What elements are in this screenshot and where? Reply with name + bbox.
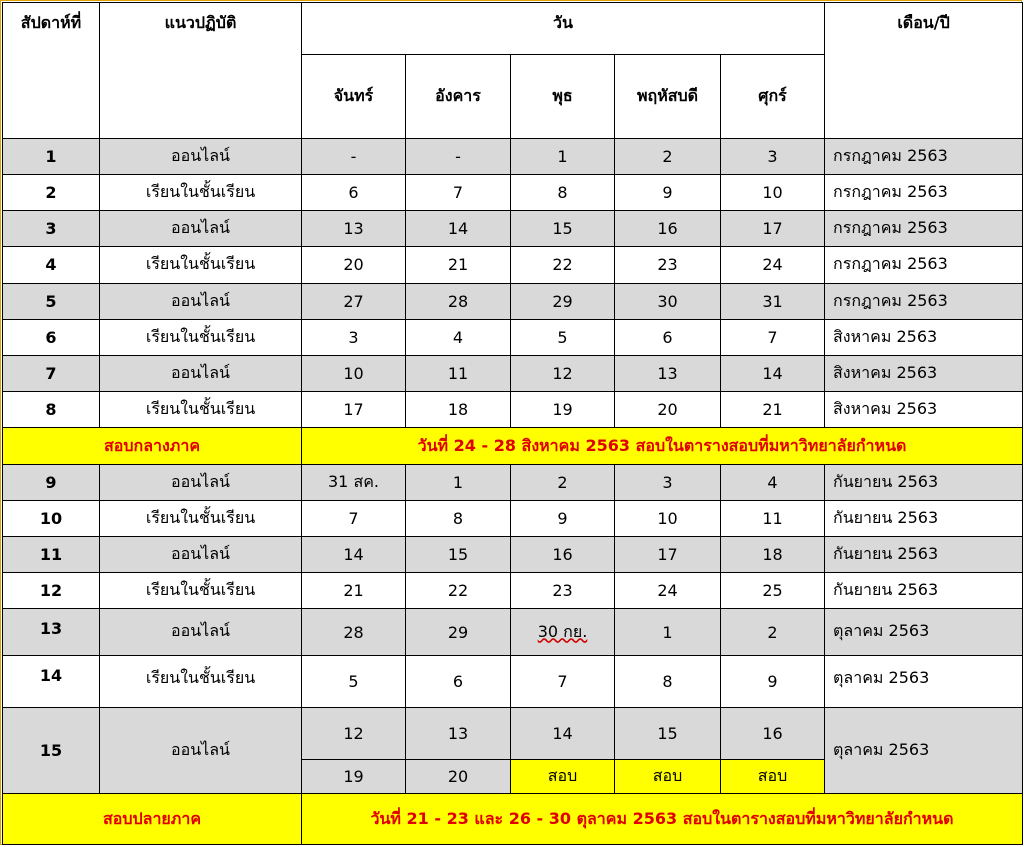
study-mode: ออนไลน์ — [100, 537, 302, 573]
day-cell: 12 — [302, 707, 406, 759]
day-cell: 21 — [302, 573, 406, 609]
day-cell: - — [302, 138, 406, 174]
week-number: 8 — [3, 392, 100, 428]
day-cell: 14 — [511, 707, 615, 759]
day-cell: 6 — [406, 655, 511, 707]
table-row — [3, 500, 1023, 536]
study-mode: ออนไลน์ — [100, 211, 302, 247]
schedule-table — [2, 2, 1023, 845]
header-wednesday: พุธ — [511, 55, 615, 138]
final-text: วันที่ 21 - 23 และ 26 - 30 ตุลาคม 2563 สอบในตารางสอบที่มหาวิทยาลัยกำหนด — [302, 794, 1023, 845]
month-year: กรกฎาคม 2563 — [825, 247, 1023, 283]
header-week: สัปดาห์ที่ — [3, 3, 100, 139]
table-row — [3, 392, 1023, 428]
study-mode: เรียนในชั้นเรียน — [100, 392, 302, 428]
table-row — [3, 138, 1023, 174]
day-cell: 20 — [302, 247, 406, 283]
header-day: วัน — [302, 3, 825, 55]
final-label: สอบปลายภาค — [3, 794, 302, 845]
day-cell: 5 — [511, 319, 615, 355]
month-year: ตุลาคม 2563 — [825, 609, 1023, 655]
day-cell: 10 — [721, 174, 825, 210]
week-number: 7 — [3, 356, 100, 392]
week-number: 11 — [3, 537, 100, 573]
header-thursday: พฤหัสบดี — [615, 55, 721, 138]
day-cell: 27 — [302, 283, 406, 319]
day-cell: 8 — [406, 500, 511, 536]
month-year: ตุลาคม 2563 — [825, 655, 1023, 707]
month-year: กรกฎาคม 2563 — [825, 283, 1023, 319]
final-row — [3, 794, 1023, 845]
day-cell: 24 — [615, 573, 721, 609]
day-cell: 13 — [302, 211, 406, 247]
study-mode: เรียนในชั้นเรียน — [100, 573, 302, 609]
day-cell: 19 — [511, 392, 615, 428]
week-number: 3 — [3, 211, 100, 247]
study-mode: เรียนในชั้นเรียน — [100, 247, 302, 283]
day-cell: 3 — [302, 319, 406, 355]
day-cell: 1 — [406, 464, 511, 500]
month-year: สิงหาคม 2563 — [825, 392, 1023, 428]
header-month-year: เดือน/ปี — [825, 3, 1023, 139]
table-row — [3, 174, 1023, 210]
day-cell — [511, 609, 615, 655]
month-year: กรกฎาคม 2563 — [825, 211, 1023, 247]
study-mode: ออนไลน์ — [100, 138, 302, 174]
day-cell: 25 — [721, 573, 825, 609]
day-cell: 23 — [615, 247, 721, 283]
study-mode: เรียนในชั้นเรียน — [100, 655, 302, 707]
day-cell: 3 — [615, 464, 721, 500]
study-mode: เรียนในชั้นเรียน — [100, 500, 302, 536]
day-cell: 14 — [302, 537, 406, 573]
day-cell: 4 — [406, 319, 511, 355]
week-number: 13 — [3, 609, 100, 655]
month-year: กรกฎาคม 2563 — [825, 138, 1023, 174]
day-cell: 8 — [615, 655, 721, 707]
table-row — [3, 464, 1023, 500]
midterm-text: วันที่ 24 - 28 สิงหาคม 2563 สอบในตารางสอบที่มหาวิทยาลัยกำหนด — [302, 428, 1023, 464]
day-cell: 16 — [511, 537, 615, 573]
day-cell: 12 — [511, 356, 615, 392]
day-cell: 30 — [615, 283, 721, 319]
day-cell: 31 — [721, 283, 825, 319]
month-year: กันยายน 2563 — [825, 573, 1023, 609]
day-cell: 20 — [406, 760, 511, 794]
day-cell: 17 — [721, 211, 825, 247]
day-cell: 8 — [511, 174, 615, 210]
week-number: 14 — [3, 655, 100, 707]
month-year: กันยายน 2563 — [825, 464, 1023, 500]
table-row — [3, 655, 1023, 707]
day-cell: 15 — [406, 537, 511, 573]
month-year: สิงหาคม 2563 — [825, 319, 1023, 355]
day-cell: 5 — [302, 655, 406, 707]
week-number: 6 — [3, 319, 100, 355]
day-cell: 23 — [511, 573, 615, 609]
day-cell: 11 — [406, 356, 511, 392]
header-guideline: แนวปฏิบัติ — [100, 3, 302, 139]
day-cell: 4 — [721, 464, 825, 500]
study-mode: ออนไลน์ — [100, 283, 302, 319]
header-monday: จันทร์ — [302, 55, 406, 138]
midterm-row — [3, 428, 1023, 464]
study-mode: เรียนในชั้นเรียน — [100, 319, 302, 355]
month-year: กันยายน 2563 — [825, 537, 1023, 573]
day-cell: 22 — [511, 247, 615, 283]
day-cell: 7 — [721, 319, 825, 355]
week-number: 9 — [3, 464, 100, 500]
table-row — [3, 247, 1023, 283]
day-cell: 6 — [302, 174, 406, 210]
day-cell: 10 — [302, 356, 406, 392]
day-cell: 3 — [721, 138, 825, 174]
exam-cell: สอบ — [615, 760, 721, 794]
day-cell: 16 — [721, 707, 825, 759]
study-mode: ออนไลน์ — [100, 356, 302, 392]
day-cell: 9 — [511, 500, 615, 536]
table-row — [3, 283, 1023, 319]
table-row — [3, 356, 1023, 392]
month-year: สิงหาคม 2563 — [825, 356, 1023, 392]
day-cell: 7 — [406, 174, 511, 210]
day-cell: 14 — [406, 211, 511, 247]
day-cell: 14 — [721, 356, 825, 392]
day-cell: 15 — [615, 707, 721, 759]
day-cell: 2 — [721, 609, 825, 655]
day-cell: 24 — [721, 247, 825, 283]
day-cell: 2 — [511, 464, 615, 500]
day-cell: 19 — [302, 760, 406, 794]
exam-cell: สอบ — [511, 760, 615, 794]
week-number: 4 — [3, 247, 100, 283]
day-cell: 18 — [406, 392, 511, 428]
day-cell: 16 — [615, 211, 721, 247]
month-year: ตุลาคม 2563 — [825, 707, 1023, 793]
week-number: 5 — [3, 283, 100, 319]
exam-cell: สอบ — [721, 760, 825, 794]
day-cell: 10 — [615, 500, 721, 536]
midterm-label: สอบกลางภาค — [3, 428, 302, 464]
table-row — [3, 573, 1023, 609]
table-row — [3, 537, 1023, 573]
month-year: กันยายน 2563 — [825, 500, 1023, 536]
day-cell: 15 — [511, 211, 615, 247]
day-cell: 29 — [511, 283, 615, 319]
day-cell-text: 30 กย. — [537, 621, 588, 641]
day-cell: 1 — [511, 138, 615, 174]
week-number: 2 — [3, 174, 100, 210]
day-cell: 7 — [302, 500, 406, 536]
day-cell: - — [406, 138, 511, 174]
day-cell: 28 — [302, 609, 406, 655]
table-row — [3, 609, 1023, 655]
study-mode: ออนไลน์ — [100, 707, 302, 793]
day-cell: 9 — [615, 174, 721, 210]
day-cell: 22 — [406, 573, 511, 609]
day-cell: 6 — [615, 319, 721, 355]
week-number: 10 — [3, 500, 100, 536]
study-mode: ออนไลน์ — [100, 609, 302, 655]
day-cell: 13 — [406, 707, 511, 759]
day-cell: 2 — [615, 138, 721, 174]
week-number: 15 — [3, 707, 100, 793]
day-cell: 1 — [615, 609, 721, 655]
day-cell: 9 — [721, 655, 825, 707]
header-friday: ศุกร์ — [721, 55, 825, 138]
day-cell: 17 — [302, 392, 406, 428]
table-row — [3, 211, 1023, 247]
day-cell: 18 — [721, 537, 825, 573]
day-cell: 31 สค. — [302, 464, 406, 500]
day-cell: 17 — [615, 537, 721, 573]
day-cell: 29 — [406, 609, 511, 655]
week-number: 1 — [3, 138, 100, 174]
day-cell: 11 — [721, 500, 825, 536]
week-number: 12 — [3, 573, 100, 609]
day-cell: 7 — [511, 655, 615, 707]
month-year: กรกฎาคม 2563 — [825, 174, 1023, 210]
day-cell: 13 — [615, 356, 721, 392]
day-cell: 20 — [615, 392, 721, 428]
table-row — [3, 319, 1023, 355]
study-mode: เรียนในชั้นเรียน — [100, 174, 302, 210]
header-tuesday: อังคาร — [406, 55, 511, 138]
study-mode: ออนไลน์ — [100, 464, 302, 500]
day-cell: 28 — [406, 283, 511, 319]
day-cell: 21 — [721, 392, 825, 428]
table-row — [3, 707, 1023, 759]
day-cell: 21 — [406, 247, 511, 283]
